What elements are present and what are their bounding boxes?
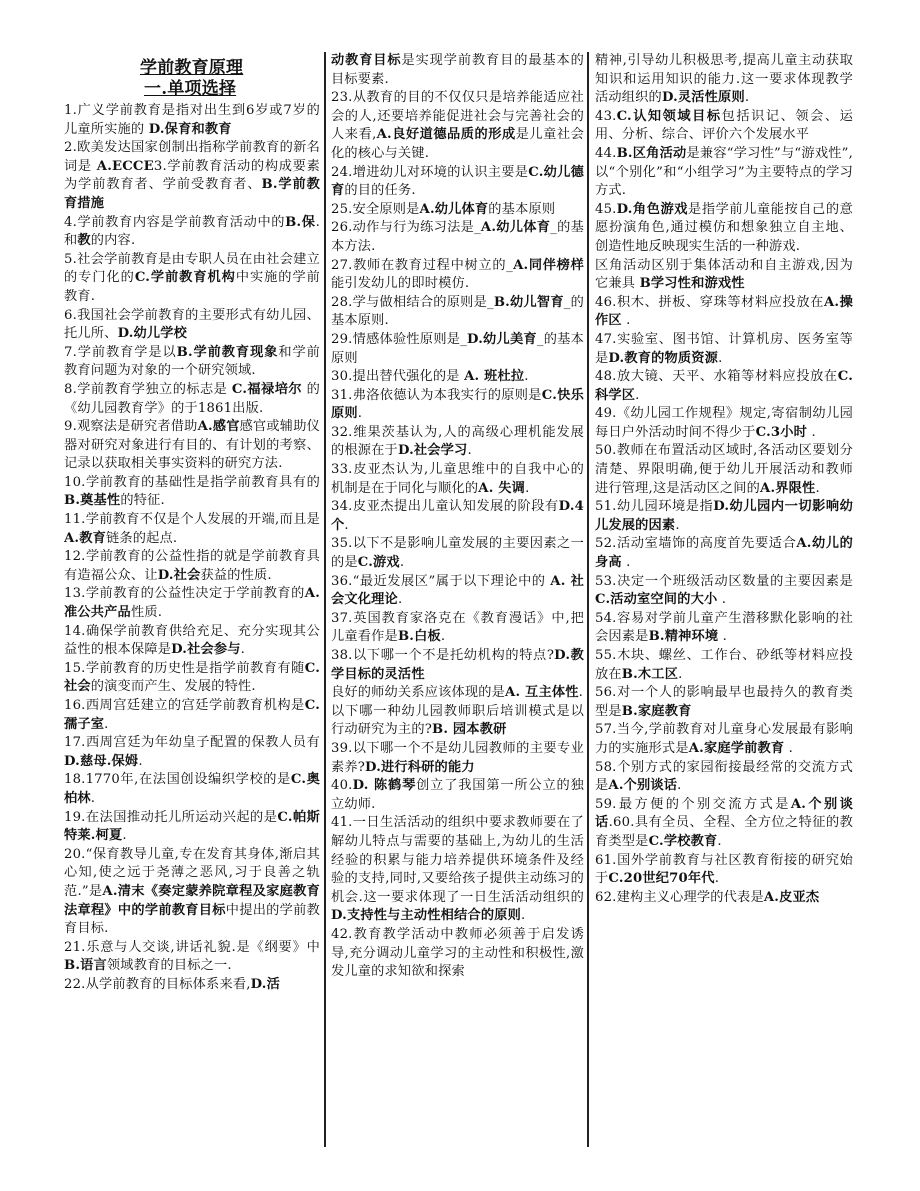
question-text: 的目的任务. xyxy=(344,183,416,199)
question-item xyxy=(331,703,584,740)
answer-text: B.家庭教育 xyxy=(621,703,692,719)
answer-text: A.幼儿体育 xyxy=(480,220,551,236)
question-item xyxy=(595,852,853,889)
question-item xyxy=(64,344,320,381)
question-text: 31.弗洛依德认为本我实行的原则是 xyxy=(331,387,542,403)
question-item xyxy=(64,548,320,585)
question-text: 9.观察法是研究者借助 xyxy=(64,419,198,435)
question-item xyxy=(331,294,584,331)
question-text: 26.动作与行为练习法是_ xyxy=(331,220,481,236)
question-text: 17.西周宫廷为年幼皇子配置的保教人员有 xyxy=(64,735,320,751)
question-text: 4.学前教育内容是学前教育活动中的 xyxy=(64,214,286,230)
question-text: 是儿童社会化的核心与关键. xyxy=(331,127,584,161)
question-text: 50.教师在布置活动区域时,各活动区要划分清楚、界限明确,便于幼儿开展活动和教师进行管理,这是活动区之间的 xyxy=(595,443,853,496)
question-text: 51.幼儿园环境是指 xyxy=(595,499,714,515)
question-text: 的《幼儿园教育学》的于1861出版. xyxy=(64,381,320,416)
question-text: _的基本原则. xyxy=(331,294,584,329)
answer-text: C.奥柏林 xyxy=(64,772,320,806)
question-item xyxy=(331,201,584,220)
question-text: 中提出的学前教育目标. xyxy=(64,902,320,937)
answer-text: A.感官 xyxy=(197,419,240,435)
question-item xyxy=(595,368,853,405)
column-3 xyxy=(595,52,853,1162)
question-text: . xyxy=(744,90,750,106)
question-text: 29.情感体验性原则是_ xyxy=(331,331,468,347)
answer-text: B.学前教育现象 xyxy=(176,344,279,360)
answer-text: A.家庭学前教育 xyxy=(688,740,785,756)
column-divider-1 xyxy=(324,52,326,1147)
question-text: 能引发幼儿的即时模仿. xyxy=(331,276,470,292)
answer-text: D.教育的物质资源 xyxy=(608,350,719,366)
question-text: . xyxy=(678,666,683,682)
answer-text: B.保 xyxy=(285,214,316,230)
question-text: 45. xyxy=(595,201,617,217)
question-text: .和 xyxy=(64,214,320,249)
answer-text: B.区角活动 xyxy=(616,145,687,161)
question-text: 是兼容“学习性”与“游戏性”,以“个别化”和“小组学习”为主要特点的学习方式. xyxy=(595,145,853,199)
question-text: 是实现学前教育目的最基本的目标要素. xyxy=(331,53,584,87)
column-1 xyxy=(64,52,320,1162)
question-item xyxy=(64,976,320,995)
answer-text: A.界限性 xyxy=(760,480,816,496)
question-text: 47.实验室、图书馆、计算机房、医务室等是 xyxy=(595,331,853,366)
question-item xyxy=(595,535,853,572)
answer-text: B.精神环境 xyxy=(648,629,719,645)
answer-text: D.幼儿学校 xyxy=(117,326,188,342)
question-item xyxy=(64,623,320,660)
question-text: . xyxy=(717,833,722,849)
question-text: 25.安全原则是 xyxy=(331,201,420,217)
question-text: . xyxy=(138,753,143,769)
question-item xyxy=(331,424,584,461)
question-text: 34.皮亚杰提出儿童认知发展的阶段有 xyxy=(331,499,559,515)
question-item xyxy=(331,926,584,982)
question-item xyxy=(331,814,584,926)
question-item xyxy=(331,684,584,703)
answer-text: D.支持性与主动性相结合的原则 xyxy=(331,908,521,924)
question-text: 16.西周宫廷建立的宫廷学前教育机构是 xyxy=(64,698,305,713)
question-text: 59.最方便的个别交流方式是 xyxy=(595,796,791,812)
question-text: 是指学前儿童能按自己的意愿扮演角色,通过模仿和想象独立自主地、创造性地反映现实生活的一种游戏. xyxy=(595,201,853,254)
question-item xyxy=(331,219,584,256)
answer-text: B. 园本教研 xyxy=(431,722,507,738)
question-text: 领域教育的目标之一. xyxy=(106,958,232,974)
question-text: 35.以下不是影响儿童发展的主要因素之一的是 xyxy=(331,536,584,571)
question-item xyxy=(595,405,853,442)
question-item xyxy=(64,734,320,771)
question-item xyxy=(64,474,320,511)
question-text: 24.增进幼儿对环境的认识主要是 xyxy=(331,164,529,180)
question-item xyxy=(595,684,853,721)
question-item xyxy=(595,759,853,796)
question-text: 20.“保育教导儿童,专在发育其身体,渐启其心知,使之远于尧薄之恶风,习于良善之轨范.”是 xyxy=(64,846,320,899)
question-text: 57.当今,学前教育对儿童身心发展最有影响力的实施形式是 xyxy=(595,722,853,756)
question-text: . xyxy=(524,369,529,385)
question-text: 获益的性质. xyxy=(200,567,272,583)
question-item xyxy=(595,108,853,145)
answer-text: D.社会参与 xyxy=(171,642,241,658)
column-divider-2 xyxy=(587,52,589,1147)
question-text: . xyxy=(467,443,472,459)
question-item xyxy=(64,251,320,307)
question-text: 的特征. xyxy=(120,493,165,509)
question-text: 58.个别方式的家园衔接最经常的交流方式是 xyxy=(595,759,853,794)
answer-text: B学习性和游戏性 xyxy=(639,276,745,292)
question-item xyxy=(331,331,584,368)
question-item xyxy=(64,809,320,846)
answer-text: D.幼儿园内一切影响幼儿发展的因素 xyxy=(595,499,853,533)
question-text: 37.英国教育家洛克在《教育漫话》中,把儿童看作是 xyxy=(331,610,584,645)
answer-text: A.ECCE xyxy=(96,158,154,174)
question-text: 14.确保学前教育供给充足、充分实现其公益性的根本保障是 xyxy=(64,623,320,658)
question-text: . xyxy=(344,517,349,533)
column-2 xyxy=(331,52,584,1162)
question-text: 8.学前教育学独立的标志是 xyxy=(64,381,232,397)
answer-text: A. 班杜拉 xyxy=(464,369,525,385)
question-text: 56.对一个人的影响最早也最持久的教育类型是 xyxy=(595,685,853,719)
question-item xyxy=(595,331,853,368)
question-item xyxy=(64,771,320,808)
question-text: 21.乐意与人交谈,讲话礼貌.是《纲要》中 xyxy=(64,939,320,955)
question-item xyxy=(331,52,584,89)
answer-text: B.学前教育措施 xyxy=(64,177,320,211)
question-item xyxy=(64,307,320,344)
question-text: 49.《幼儿园工作规程》规定,寄宿制幼儿园每日户外活动时间不得少于 xyxy=(595,406,853,440)
answer-text: B.白板 xyxy=(397,629,441,645)
question-item xyxy=(64,102,320,139)
question-text: 27.教师在教育过程中树立的_ xyxy=(331,257,514,273)
question-text: 11.学前教育不仅是个人发展的开端,而且是 xyxy=(64,512,320,528)
question-text: . xyxy=(90,790,96,806)
question-text: 2.欧美发达国家创制出指称学前教育的新名词是 xyxy=(64,140,320,174)
question-item xyxy=(595,889,853,908)
question-text: 10.学前教育的基础性是指学前教育具有的 xyxy=(64,474,320,490)
answer-text: C.科学区 xyxy=(595,369,853,403)
question-text: 的演变而产生、发展的特性. xyxy=(90,679,256,695)
question-item xyxy=(331,777,584,814)
question-text: 46.积木、拼板、穿珠等材料应投放在 xyxy=(595,294,824,310)
question-text: 性质. xyxy=(130,605,163,621)
question-text: 感官或辅助仪器对研究对象进行有目的、有计划的考察、记录以获取相关事实资料的研究方法. xyxy=(64,419,320,472)
question-item xyxy=(331,257,584,294)
question-item xyxy=(64,418,320,474)
answer-text: D.社会学习 xyxy=(397,443,468,459)
answer-text: A.教育 xyxy=(64,530,106,546)
question-text: 良好的师幼关系应该体现的是 xyxy=(331,685,506,701)
question-text: 12.学前教育的公益性指的就是学前教育具有造福公众、让 xyxy=(64,549,320,583)
answer-text: D.社会 xyxy=(157,567,201,583)
question-item xyxy=(331,535,584,572)
question-text: . xyxy=(717,592,727,608)
question-text: . xyxy=(122,828,127,844)
question-text: .60.具有全员、全程、全方位之特征的教育类型是 xyxy=(595,815,853,849)
answer-text: C.学校教育 xyxy=(648,833,718,849)
answer-text: C.认知领域目标 xyxy=(616,108,722,124)
question-text: 61.国外学前教育与社区教育衔接的研究始于 xyxy=(595,852,853,887)
answer-text: C.快乐原则 xyxy=(331,387,584,422)
question-text: . xyxy=(578,685,584,701)
answer-text: B.幼儿智育 xyxy=(493,294,564,310)
question-text: . xyxy=(635,387,640,403)
question-text: 39.以下哪一个不是幼儿园教师的主要专业素养? xyxy=(331,740,584,775)
question-text: 54.容易对学前儿童产生潜移默化影响的社会因素是 xyxy=(595,610,853,645)
question-text: 55.木块、螺丝、工作台、砂纸等材料应投放在 xyxy=(595,648,853,682)
answer-text: A.同伴榜样 xyxy=(513,257,584,273)
question-text: 53.决定一个班级活动区数量的主要因素是 xyxy=(595,573,853,589)
question-text: . xyxy=(399,555,405,571)
answer-text: C.社会 xyxy=(64,660,320,695)
question-text: 7.学前教育学是以 xyxy=(64,344,177,360)
question-text: 43. xyxy=(595,108,617,124)
answer-text: A.幼儿的身高 xyxy=(595,536,853,571)
answer-text: C.学前教育机构 xyxy=(134,270,236,286)
question-text: 5.社会学前教育是由专职人员在由社会建立的专门化的 xyxy=(64,251,320,286)
answer-text: C.福禄培尔 xyxy=(231,381,302,397)
question-text: 13.学前教育的公益性决定于学前教育的 xyxy=(64,586,305,602)
question-item xyxy=(595,796,853,852)
question-text: 33.皮亚杰认为,儿童思维中的自我中心的机制是在于同化与顺化的 xyxy=(331,462,584,496)
question-text: . xyxy=(815,480,820,496)
question-text: 41.一日生活活动的组织中要求教师要在了解幼儿特点与需要的基础上,为幼儿的生活经验的积累与能力培养提供环境条件及经验的支持,同时,又要给孩子提供主动练习的机会.这一要求体现了一日生活活动组织的 xyxy=(331,815,584,905)
question-text: 链条的起点. xyxy=(106,530,178,546)
question-item xyxy=(595,442,853,498)
question-text: . xyxy=(240,642,246,658)
answer-text: D.4个 xyxy=(331,499,584,533)
question-text: 38.以下哪一个不是托幼机构的特点? xyxy=(331,648,555,663)
answer-text: A.清末《奏定蒙养院章程及家庭教育法章程》中的学前教育目标 xyxy=(64,883,320,918)
question-text: 36.“最近发展区”属于以下理论中的 xyxy=(331,573,551,589)
question-item xyxy=(595,52,853,108)
question-text: . xyxy=(525,480,530,496)
answer-text: A.良好道德品质的形成 xyxy=(376,127,516,143)
question-text: 48.放大镜、天平、水箱等材料应投放在 xyxy=(595,369,838,385)
question-text: 23.从教育的目的不仅仅只是培养能适应社会的人,还要培养能促进社会与完善社会的人来看, xyxy=(331,90,584,143)
question-item xyxy=(64,697,320,734)
question-text: 精神,引导幼儿积极思考,提高儿童主动获取知识和运用知识的能力.这一要求体现教学活动组织的 xyxy=(595,53,853,106)
question-item xyxy=(331,647,584,684)
answer-text: D.活 xyxy=(250,976,280,992)
answer-text: A. 互主体性 xyxy=(505,685,579,701)
answer-text: C.孺子室 xyxy=(64,698,320,732)
question-text: 40. xyxy=(331,778,353,794)
answer-text: C.幼儿德育 xyxy=(331,164,584,199)
question-item xyxy=(64,939,320,976)
question-text: . xyxy=(357,406,363,422)
question-text: 区角活动区别于集体活动和自主游戏,因为它兼具 xyxy=(595,257,853,292)
question-text: 19.在法国推动托儿所运动兴起的是 xyxy=(64,809,278,825)
question-text: . xyxy=(714,871,720,887)
answer-text: D. 陈鹤琴 xyxy=(352,778,417,794)
question-text: 创立了我国第一所公立的独立幼师. xyxy=(331,778,584,812)
answer-text: A. 失调 xyxy=(478,480,526,496)
answer-text: A.幼儿体育 xyxy=(419,201,489,217)
question-text: 52.活动室墙饰的高度首先要适合 xyxy=(595,536,797,552)
question-text: 1.广义学前教育是指对出生到6岁或7岁的儿童所实施的 xyxy=(64,103,320,137)
answer-text: B.语言 xyxy=(64,958,107,974)
question-text: 42.教育教学活动中教师必须善于启发诱导,充分调动儿童学习的主动性和积极性,激发儿童的求知欲和探索 xyxy=(331,926,584,980)
question-text: 44. xyxy=(595,145,617,161)
question-text: . xyxy=(521,908,526,924)
document-title: 学前教育原理 xyxy=(140,58,244,78)
answer-text: C.帕斯特莱.柯夏 xyxy=(64,809,320,844)
answer-text: 教 xyxy=(77,233,91,249)
question-text: . xyxy=(104,716,109,732)
answer-text: D.教学目标的灵活性 xyxy=(331,648,584,682)
answer-text: B.木工区 xyxy=(621,666,679,682)
question-item xyxy=(331,164,584,201)
question-text: . xyxy=(621,555,631,571)
question-item xyxy=(64,511,320,548)
answer-text: C.3小时 xyxy=(755,424,808,440)
answer-text: D.保育和教育 xyxy=(148,121,232,137)
answer-text: A.皮亚杰 xyxy=(763,889,820,905)
question-text: 18.1770年,在法国创设编织学校的是 xyxy=(64,772,291,788)
answer-text: A.个别谈话 xyxy=(595,796,853,831)
question-text: 15.学前教育的历史性是指学前教育有随 xyxy=(64,660,305,676)
question-item xyxy=(595,257,853,294)
question-text: . xyxy=(718,629,728,645)
question-text: 6.我国社会学前教育的主要形式有幼儿园、托儿所、 xyxy=(64,307,320,342)
question-item xyxy=(595,573,853,610)
answer-text: C.游戏 xyxy=(357,555,400,571)
question-text: 以下哪一种幼儿园教师职后培训模式是以行动研究为主的? xyxy=(331,703,584,738)
question-text: . xyxy=(397,592,403,608)
question-text: . xyxy=(807,424,816,440)
answer-text: B.奠基性 xyxy=(64,493,121,509)
answer-text: A.个别谈话 xyxy=(608,778,678,794)
question-item xyxy=(331,461,584,498)
question-text: _的基本方法. xyxy=(331,220,584,254)
answer-text: D.幼儿美育 xyxy=(467,331,537,347)
question-text: . xyxy=(621,313,631,329)
question-item xyxy=(64,381,320,418)
question-text: . xyxy=(675,517,680,533)
question-item xyxy=(331,89,584,163)
question-text: 3.学前教育活动的构成要素为学前教育者、学前受教育者、 xyxy=(64,158,320,193)
question-item xyxy=(64,139,320,213)
question-text: . xyxy=(718,350,723,366)
answer-text: C.活动室空间的大小 xyxy=(595,592,718,608)
question-item xyxy=(595,294,853,331)
question-item xyxy=(331,368,584,387)
question-text: 的内容. xyxy=(90,233,136,249)
question-item xyxy=(595,145,853,201)
question-item xyxy=(331,573,584,610)
answer-text: C.20世纪70年代 xyxy=(608,871,715,887)
question-text: 32.维果茨基认为,人的高级心理机能发展的根源在于 xyxy=(331,424,584,459)
question-text: . xyxy=(440,629,446,645)
question-text: 中实施的学前教育. xyxy=(64,270,320,304)
question-item xyxy=(331,740,584,777)
answer-text: D.角色游戏 xyxy=(616,201,689,217)
question-text: . xyxy=(677,778,682,794)
answer-text: A.准公共产品 xyxy=(64,586,320,621)
answer-text: D.慈母.保姆 xyxy=(64,753,139,769)
question-item xyxy=(595,647,853,684)
answer-text: D.进行科研的能力 xyxy=(365,759,475,775)
question-item xyxy=(64,660,320,697)
section-title: 一.单项选择 xyxy=(144,79,237,99)
question-text: _的基本原则 xyxy=(331,331,584,366)
question-item xyxy=(595,201,853,257)
question-text: 62.建构主义心理学的代表是 xyxy=(595,889,764,905)
question-item xyxy=(595,610,853,647)
question-item xyxy=(595,721,853,758)
question-text: 包括识记、领会、运用、分析、综合、评价六个发展水平 xyxy=(595,108,853,143)
question-item xyxy=(331,610,584,647)
question-text: 30.提出替代强化的是 xyxy=(331,369,465,385)
question-text: 的基本原则 xyxy=(488,201,556,217)
answer-text: A. 社会文化理论 xyxy=(331,573,584,608)
question-item xyxy=(64,846,320,939)
answer-text: 动教育目标 xyxy=(331,53,402,68)
answer-text: D.灵活性原则 xyxy=(661,90,745,106)
question-item xyxy=(331,498,584,535)
question-item xyxy=(64,214,320,251)
question-text: . xyxy=(784,740,794,756)
question-item xyxy=(64,585,320,622)
question-text: 和学前教育问题为对象的一个研究领域. xyxy=(64,344,320,379)
question-text: 28.学与做相结合的原则是_ xyxy=(331,294,494,310)
question-item xyxy=(595,498,853,535)
question-item xyxy=(331,387,584,424)
question-text: 22.从学前教育的目标体系来看, xyxy=(64,976,251,992)
answer-text: A.操作区 xyxy=(595,294,853,329)
